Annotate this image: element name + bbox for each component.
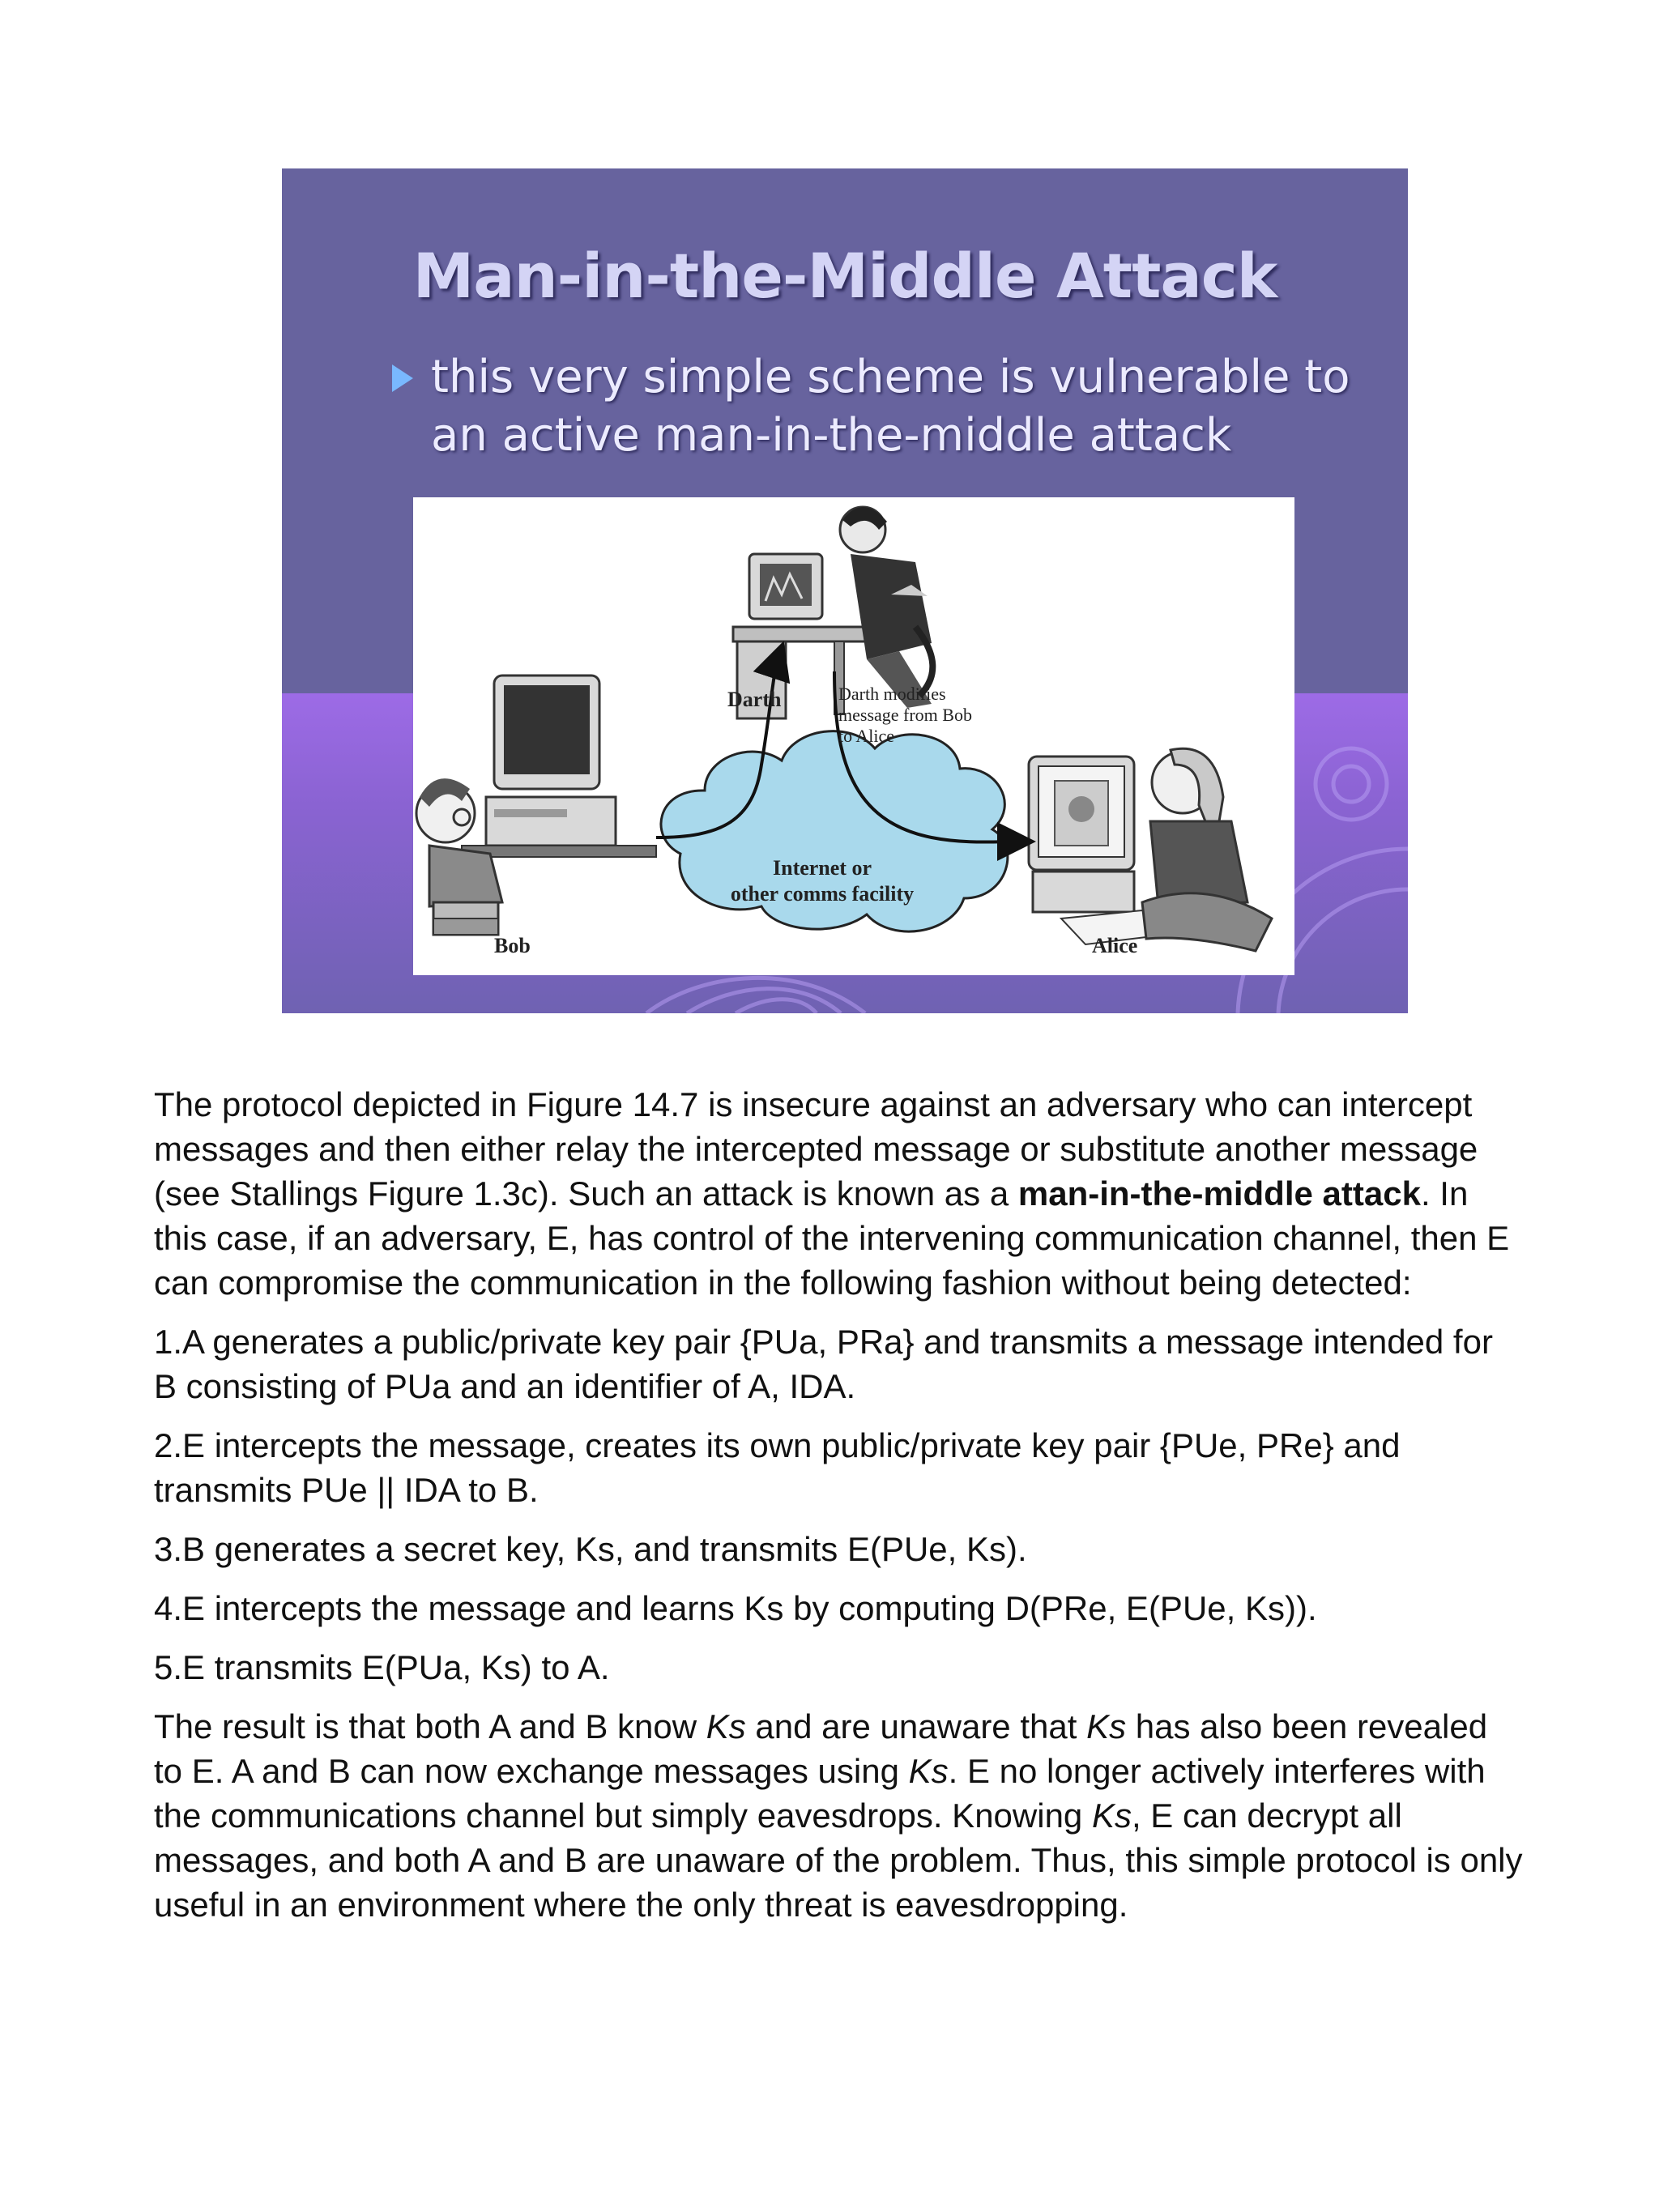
slide-bullet-text: this very simple scheme is vulnerable to an active man-in-the-middle attack (431, 351, 1350, 462)
list-item: 1.A generates a public/private key pair {PUa, PRa} and transmits a message intended for B consisting of PUa and an identifier of A, IDA. (154, 1323, 1493, 1405)
slide (282, 168, 1408, 1013)
list-item: 5.E transmits E(PUa, Ks) to A. (154, 1648, 610, 1686)
note-line-3: to Alice (838, 726, 895, 746)
cloud-line-1: Internet or (772, 856, 872, 880)
mitm-figure (413, 497, 1294, 975)
document-body (154, 1082, 1523, 1941)
slide-bullet (394, 348, 1366, 465)
step-list (154, 1319, 1523, 1690)
note-line-1: Darth modifies (838, 684, 946, 704)
label-bob: Bob (494, 934, 531, 957)
slide-title: Man-in-the-Middle Attack (412, 240, 1277, 312)
note-line-2: message from Bob (838, 705, 972, 725)
alice-illustration (1029, 748, 1272, 951)
list-item: 3.B generates a secret key, Ks, and transmits E(PUe, Ks). (154, 1530, 1027, 1568)
term-mitm: man-in-the-middle attack (1017, 1174, 1421, 1213)
result-paragraph: The result is that both A and B know Ks and are unaware that Ks has also been revealed to E. A and B can now exchange messages using Ks. E no longer actively interferes with the communications channel but simply eavesdrops. Knowing Ks, E can decrypt all messages, and both A and B are unaware of the problem. Thus, this simple protocol is only useful in an environment where the only threat is eavesdropping. (154, 1707, 1523, 1924)
intro-paragraph: The protocol depicted in Figure 14.7 is insecure against an adversary who can intercept messages and then either relay the intercepted message or substitute another message (see Stallings Figure 1.3c). Such an attack is known as a man-in-the-middle attack. In this case, if an adversary, E, has control of the intervening communication channel, then E can compromise the communication in the following fashion without being detected: (154, 1085, 1510, 1302)
bob-illustration (416, 676, 656, 935)
label-darth: Darth (727, 688, 782, 711)
cloud-line-2: other comms facility (730, 882, 915, 906)
bullet-arrow-icon (392, 364, 413, 392)
label-alice: Alice (1092, 934, 1138, 957)
list-item: 4.E intercepts the message and learns Ks by computing D(PRe, E(PUe, Ks)). (154, 1589, 1317, 1627)
list-item: 2.E intercepts the message, creates its own public/private key pair {PUe, PRe} and transmits PUe || IDA to B. (154, 1426, 1401, 1509)
